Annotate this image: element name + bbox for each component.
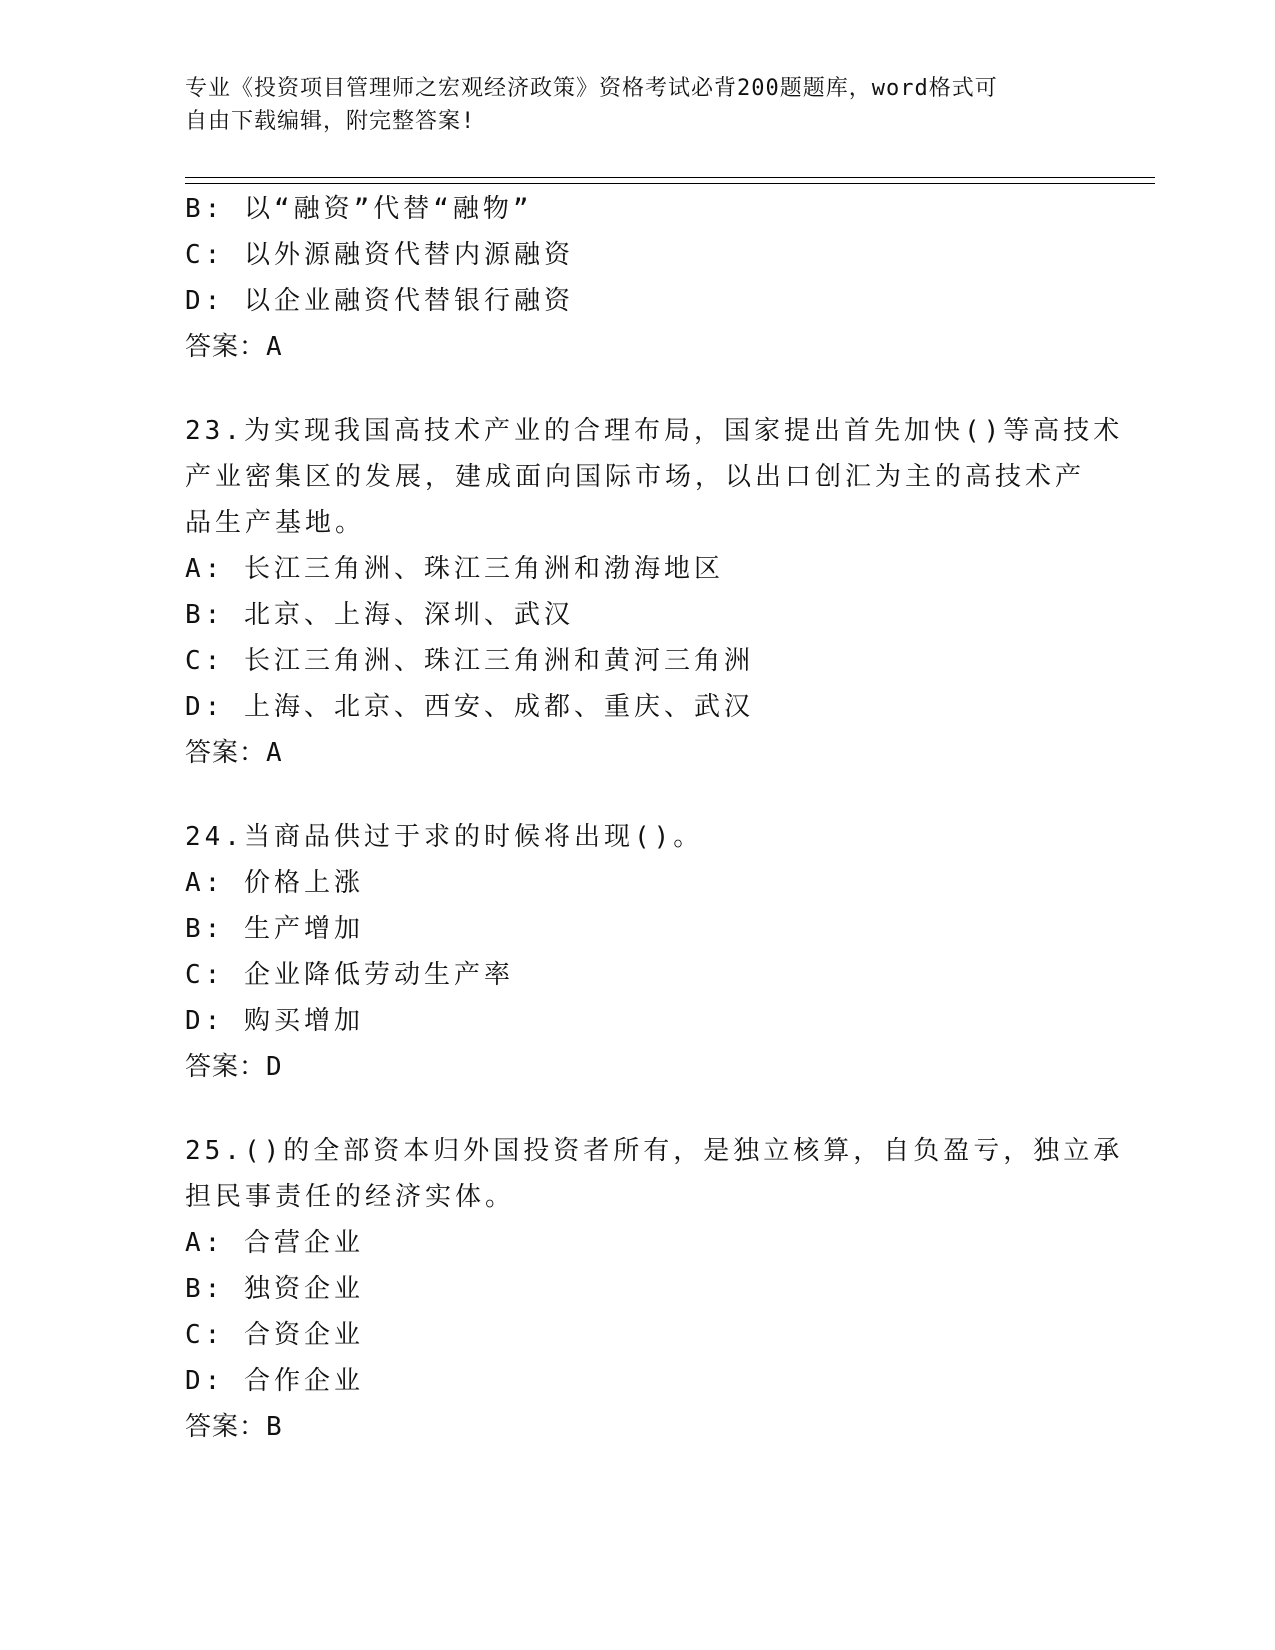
- answer-value: A: [266, 332, 283, 362]
- option-c: C: 合资企业: [185, 1320, 364, 1350]
- question-stem-line: 产业密集区的发展，建成面向国际市场，以出口创汇为主的高技术产: [185, 462, 1086, 492]
- spacer: [185, 370, 1085, 408]
- answer-line: [185, 730, 1085, 776]
- question-stem-line: 24.当商品供过于求的时候将出现()。: [185, 822, 704, 852]
- question-block-24: [185, 814, 1085, 1090]
- header-line-2: 自由下载编辑，附完整答案!: [185, 109, 476, 134]
- answer-value: A: [266, 738, 283, 768]
- spacer: [185, 776, 1085, 814]
- spacer: [185, 1090, 1085, 1128]
- answer-label: 答案：: [185, 1052, 267, 1082]
- option-a: A: 价格上涨: [185, 868, 364, 898]
- answer-line: [185, 324, 1085, 370]
- option-b: B: 生产增加: [185, 914, 364, 944]
- answer-line: [185, 1404, 1085, 1450]
- option-c: C: 以外源融资代替内源融资: [185, 240, 574, 270]
- question-block-22-continued: [185, 186, 1085, 370]
- option-c: C: 企业降低劳动生产率: [185, 960, 514, 990]
- question-list: [185, 186, 1124, 1450]
- option-d: D: 购买增加: [185, 1006, 364, 1036]
- answer-value: B: [266, 1412, 283, 1442]
- header-divider-top: [185, 177, 1155, 178]
- question-stem-line: 品生产基地。: [185, 508, 366, 538]
- question-stem-line: 25.()的全部资本归外国投资者所有，是独立核算，自负盈亏，独立承: [185, 1136, 1124, 1166]
- answer-value: D: [266, 1052, 283, 1082]
- option-d: D: 上海、北京、西安、成都、重庆、武汉: [185, 692, 754, 722]
- option-b: B: 北京、上海、深圳、武汉: [185, 600, 574, 630]
- option-b: B: 以“融资”代替“融物”: [185, 194, 533, 224]
- option-d: D: 以企业融资代替银行融资: [185, 286, 574, 316]
- document-header: [185, 72, 1065, 138]
- answer-label: 答案：: [185, 738, 267, 768]
- option-b: B: 独资企业: [185, 1274, 364, 1304]
- option-c: C: 长江三角洲、珠江三角洲和黄河三角洲: [185, 646, 754, 676]
- answer-line: [185, 1044, 1085, 1090]
- option-a: A: 长江三角洲、珠江三角洲和渤海地区: [185, 554, 724, 584]
- question-stem-line: 担民事责任的经济实体。: [185, 1182, 516, 1212]
- answer-label: 答案：: [185, 332, 267, 362]
- question-stem-line: 23.为实现我国高技术产业的合理布局，国家提出首先加快()等高技术: [185, 416, 1124, 446]
- question-block-25: [185, 1128, 1124, 1450]
- header-divider-bottom: [185, 183, 1155, 184]
- header-line-1: 专业《投资项目管理师之宏观经济政策》资格考试必背200题题库，word格式可: [185, 76, 998, 101]
- option-d: D: 合作企业: [185, 1366, 364, 1396]
- question-block-23: [185, 408, 1124, 776]
- answer-label: 答案：: [185, 1412, 267, 1442]
- option-a: A: 合营企业: [185, 1228, 364, 1258]
